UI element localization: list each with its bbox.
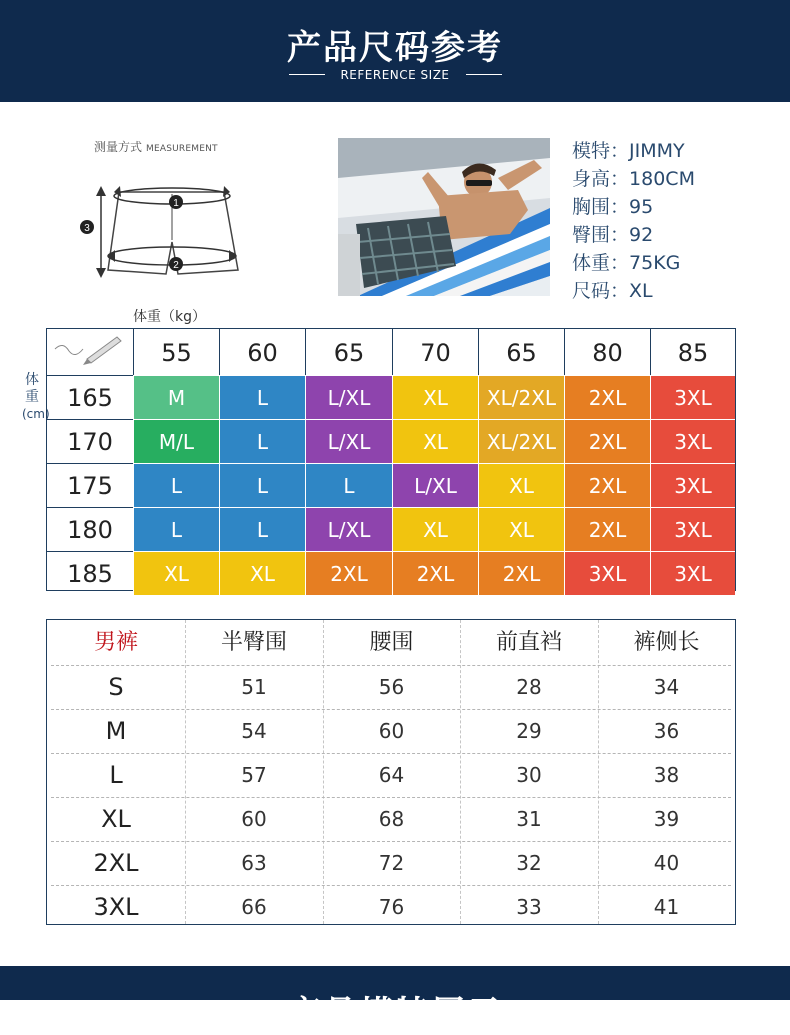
- model-info-value: JIMMY: [629, 140, 685, 162]
- size-cell: L: [133, 463, 219, 507]
- size-cell: 2XL: [305, 551, 392, 595]
- size-cell: L: [305, 463, 392, 507]
- size-cell: XL: [478, 463, 564, 507]
- measure-cell: 76: [378, 895, 405, 919]
- size-cell: L/XL: [305, 375, 392, 419]
- size-cell: XL: [392, 375, 478, 419]
- model-photo: [338, 138, 550, 296]
- table-header-cell: 男裤: [93, 630, 138, 655]
- measurement-label-cn: 测量方式: [94, 140, 143, 154]
- size-cell: 3XL: [564, 551, 650, 595]
- measure-cell: 68: [378, 807, 405, 831]
- size-cell: 2XL: [564, 463, 650, 507]
- measure-cell: 32: [516, 851, 542, 875]
- measure-cell: 51: [241, 675, 267, 699]
- size-label-cell: M: [105, 717, 127, 745]
- measure-cell: 34: [653, 675, 680, 699]
- page-title: 产品尺码参考: [287, 28, 503, 68]
- measurement-label: [94, 138, 218, 155]
- weight-header-cell: 65: [305, 329, 392, 375]
- size-cell: M/L: [133, 419, 219, 463]
- measure-cell: 63: [241, 851, 267, 875]
- measure-cell: 39: [653, 807, 680, 831]
- height-header-cell: 180: [47, 507, 133, 551]
- size-cell: L: [219, 507, 305, 551]
- size-label-cell: L: [109, 761, 123, 789]
- size-cell: XL: [478, 507, 564, 551]
- model-info-label: 体重: [572, 252, 611, 274]
- size-cell: L: [219, 375, 305, 419]
- size-cell: 2XL: [478, 551, 564, 595]
- model-info-row: 胸围：95: [572, 196, 654, 218]
- weight-header-cell: 55: [133, 329, 219, 375]
- measure-cell: 66: [241, 895, 267, 919]
- model-info-value: 95: [629, 196, 654, 218]
- measure-cell: 60: [378, 719, 405, 743]
- size-cell: 2XL: [564, 419, 650, 463]
- size-cell: L: [219, 463, 305, 507]
- shorts-diagram-icon: [74, 170, 254, 285]
- measure-cell: 60: [241, 807, 267, 831]
- table-header-cell: 腰围: [369, 630, 414, 655]
- page-subtitle: REFERENCE SIZE: [340, 68, 450, 82]
- measure-cell: 72: [378, 851, 405, 875]
- measure-cell: 64: [378, 763, 405, 787]
- size-cell: 2XL: [564, 507, 650, 551]
- header-banner: [0, 0, 790, 102]
- corner-cell: [47, 329, 133, 375]
- weight-header-cell: 70: [392, 329, 478, 375]
- measure-cell: 56: [378, 675, 405, 699]
- size-cell: XL: [392, 419, 478, 463]
- model-info-value: 180CM: [629, 168, 695, 190]
- footer-title: 产品模特展示: [287, 994, 503, 1034]
- table-header-cell: 前直裆: [495, 630, 562, 655]
- model-info-value: 92: [629, 224, 654, 246]
- table-header-cell: 裤侧长: [633, 630, 700, 655]
- height-axis-char: 体: [25, 372, 39, 388]
- weight-header-cell: 85: [650, 329, 735, 375]
- model-info-label: 身高: [572, 168, 611, 190]
- marker-2: 2: [173, 260, 179, 271]
- model-info-label: 尺码: [572, 280, 611, 302]
- measure-cell: 33: [516, 895, 542, 919]
- height-axis-char: 重: [25, 389, 39, 405]
- model-info-value: XL: [629, 280, 653, 302]
- size-cell: M: [133, 375, 219, 419]
- pen-icon: [47, 329, 133, 375]
- marker-3: 3: [84, 223, 90, 234]
- size-cell: XL/2XL: [478, 419, 564, 463]
- size-cell: 2XL: [564, 375, 650, 419]
- size-cell: L: [219, 419, 305, 463]
- footer-banner: [0, 966, 790, 1034]
- measure-cell: 28: [516, 675, 542, 699]
- model-info-row: 模特：JIMMY: [572, 140, 685, 162]
- table-header-cell: 半臀围: [220, 630, 287, 655]
- model-info-label: 臀围: [572, 224, 611, 246]
- size-label-cell: XL: [101, 805, 131, 833]
- measure-cell: 31: [516, 807, 542, 831]
- measure-cell: 57: [241, 763, 267, 787]
- size-cell: XL: [392, 507, 478, 551]
- weight-axis-label: 体重（kg）: [133, 309, 206, 325]
- size-cell: XL/2XL: [478, 375, 564, 419]
- measure-cell: 41: [653, 895, 680, 919]
- weight-header-cell: 60: [219, 329, 305, 375]
- size-cell: L/XL: [392, 463, 478, 507]
- model-info-row: 尺码：XL: [572, 280, 653, 302]
- size-label-cell: S: [108, 673, 124, 701]
- measure-cell: 29: [516, 719, 542, 743]
- model-info-row: 臀围：92: [572, 224, 654, 246]
- measurement-label-en: MEASUREMENT: [146, 144, 218, 154]
- size-label-cell: 3XL: [93, 893, 139, 921]
- measure-cell: 40: [653, 851, 680, 875]
- height-header-cell: 165: [47, 375, 133, 419]
- size-cell: 3XL: [650, 551, 735, 595]
- size-cell: XL: [133, 551, 219, 595]
- size-cell: 2XL: [392, 551, 478, 595]
- height-axis-unit: (cm): [22, 407, 50, 421]
- size-cell: 3XL: [650, 419, 735, 463]
- size-cell: 3XL: [650, 375, 735, 419]
- height-header-cell: 175: [47, 463, 133, 507]
- size-cell: L/XL: [305, 507, 392, 551]
- weight-header-cell: 65: [478, 329, 564, 375]
- size-cell: 3XL: [650, 507, 735, 551]
- model-info-row: 身高：180CM: [572, 168, 695, 190]
- model-info-value: 75KG: [629, 252, 681, 274]
- size-label-cell: 2XL: [93, 849, 139, 877]
- height-header-cell: 170: [47, 419, 133, 463]
- measure-cell: 38: [653, 763, 680, 787]
- marker-1: 1: [173, 198, 179, 209]
- model-info-row: 体重：75KG: [572, 252, 681, 274]
- size-chart-grid: [46, 328, 736, 591]
- model-info-label: 模特: [572, 140, 611, 162]
- measure-cell: 54: [241, 719, 267, 743]
- height-axis-label: [22, 372, 50, 423]
- model-info-label: 胸围: [572, 196, 611, 218]
- size-cell: L: [133, 507, 219, 551]
- divider-right: [466, 74, 502, 75]
- model-info: [572, 136, 695, 304]
- size-cell: 3XL: [650, 463, 735, 507]
- size-cell: L/XL: [305, 419, 392, 463]
- measure-cell: 36: [653, 719, 680, 743]
- measurement-table: [46, 619, 736, 925]
- size-cell: XL: [219, 551, 305, 595]
- measure-cell: 30: [516, 763, 542, 787]
- weight-header-cell: 80: [564, 329, 650, 375]
- height-header-cell: 185: [47, 551, 133, 595]
